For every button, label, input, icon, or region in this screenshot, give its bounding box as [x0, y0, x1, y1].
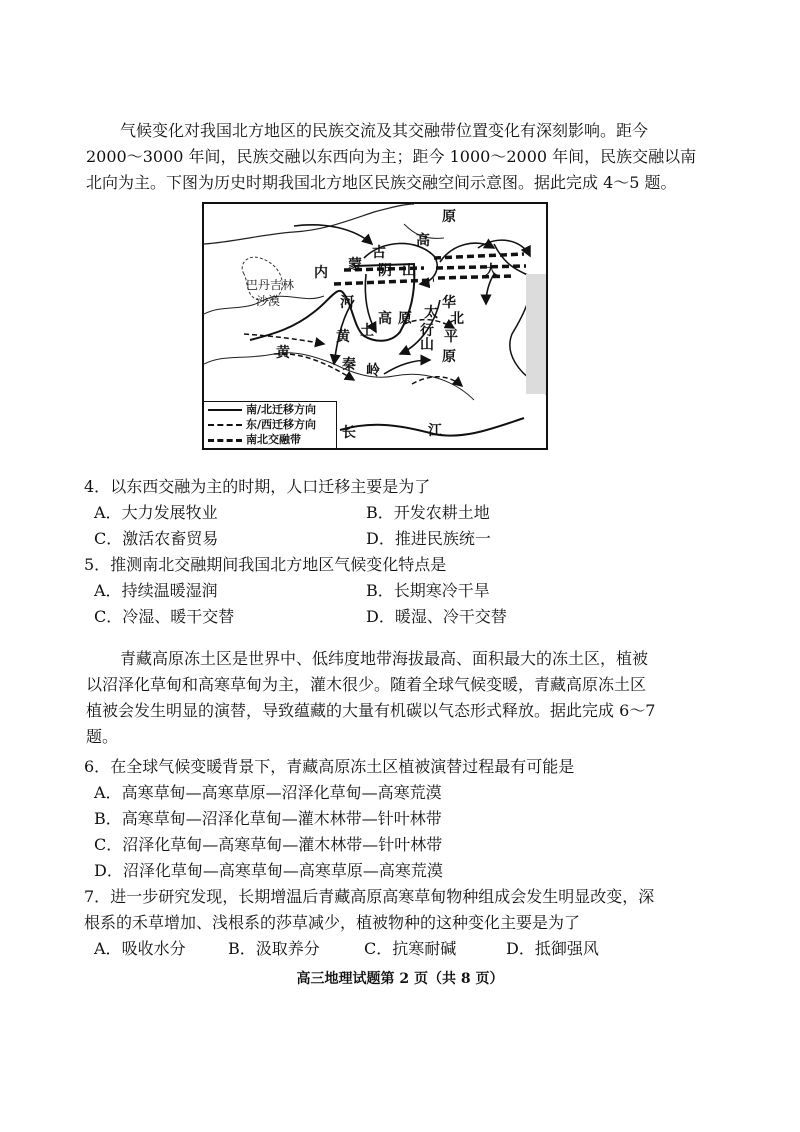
- option-b[interactable]: [366, 502, 490, 524]
- option-a[interactable]: [94, 580, 218, 602]
- map-label: 土: [360, 323, 374, 339]
- map-legend: [204, 401, 337, 448]
- dashed-arrow-swatch: [208, 424, 242, 426]
- integration-belt: [334, 280, 434, 284]
- map-label: 原: [442, 349, 456, 365]
- option-c[interactable]: [364, 938, 456, 960]
- intro-paragraph-1: [86, 118, 702, 196]
- option-text: 抵御强风: [534, 939, 599, 958]
- option-b[interactable]: [94, 808, 442, 830]
- map-label: 山: [420, 337, 434, 353]
- option-text: 汲取养分: [255, 939, 320, 958]
- option-text: 沼泽化草甸—高寒草甸—灌木林带—针叶林带: [122, 835, 443, 854]
- option-text: 长期寒冷干旱: [393, 581, 490, 600]
- map-label: 黄: [336, 329, 350, 345]
- map-label: 沙漠: [256, 294, 281, 308]
- legend-label: 东/西迁移方向: [246, 418, 317, 431]
- map-label: 太: [424, 305, 438, 321]
- option-text: 推进民族统一: [394, 529, 491, 548]
- option-text: 吸收水分: [121, 939, 186, 958]
- option-text: 激活农畜贸易: [122, 529, 219, 548]
- option-text: 沼泽化草甸—高寒草甸—高寒草原—高寒荒漠: [122, 861, 443, 880]
- ns-migration-arrow: [440, 243, 494, 262]
- bold-dash-swatch: [208, 439, 242, 442]
- map-label: 蒙: [348, 257, 362, 273]
- map-label: 高: [378, 311, 392, 327]
- option-a[interactable]: [94, 782, 442, 804]
- question-7: [84, 886, 654, 908]
- option-d[interactable]: [506, 938, 599, 960]
- option-key: A．: [94, 939, 122, 958]
- question-number: 6．: [84, 757, 111, 776]
- intro2-line: 以沼泽化草甸和高寒草甸为主，灌木很少。随着全球气候变暖，青藏高原冻土区: [86, 675, 647, 694]
- question-number: 7．: [84, 887, 111, 906]
- option-key: A．: [94, 503, 122, 522]
- option-key: A．: [94, 783, 122, 802]
- map-label: 原: [398, 311, 412, 327]
- intro1-line: 气候变化对我国北方地区的民族交流及其交融带位置变化有深刻影响。距今: [120, 121, 649, 140]
- question-7-stem-line2: 根系的禾草增加、浅根系的莎草减少，植被物种的这种变化主要是为了: [84, 913, 581, 932]
- option-b[interactable]: [366, 580, 490, 602]
- question-6: [84, 756, 574, 778]
- map-label: 黄: [276, 345, 290, 361]
- option-key: B．: [94, 809, 122, 828]
- question-stem: 进一步研究发现，长期增温后青藏高原高寒草甸物种组成会发生明显改变，深: [110, 887, 655, 906]
- option-key: B．: [366, 503, 394, 522]
- option-text: 大力发展牧业: [121, 503, 218, 522]
- option-key: D．: [94, 861, 123, 880]
- map-label: 山: [402, 263, 416, 279]
- map-label: 古: [372, 245, 386, 261]
- option-d[interactable]: [366, 606, 507, 628]
- map-label: 内: [314, 265, 328, 281]
- option-key: D．: [366, 607, 395, 626]
- intro2-line: 题。: [86, 727, 119, 746]
- map-label: 行: [420, 323, 434, 339]
- option-a[interactable]: [94, 502, 218, 524]
- option-text: 持续温暖湿润: [121, 581, 218, 600]
- map-label: 高: [416, 233, 430, 249]
- option-key: C．: [94, 607, 123, 626]
- map-label: 巴丹吉林: [246, 278, 295, 292]
- map-label: 平: [444, 329, 458, 345]
- map-label: 华: [442, 295, 456, 311]
- legend-label: 南北交融带: [246, 433, 301, 446]
- option-c[interactable]: [94, 834, 442, 856]
- question-stem: 以东西交融为主的时期，人口迁移主要是为了: [110, 477, 431, 496]
- option-c[interactable]: [94, 528, 218, 550]
- integration-belt: [438, 276, 514, 278]
- option-c[interactable]: [94, 606, 234, 628]
- option-key: D．: [506, 939, 535, 958]
- map-label: 大: [484, 263, 498, 279]
- question-number: 4．: [84, 477, 111, 496]
- boundary-line: [204, 353, 334, 364]
- map-label: 阴: [378, 263, 392, 279]
- option-text: 冷湿、暖干交替: [122, 607, 235, 626]
- option-text: 高寒草甸—沼泽化草甸—灌木林带—针叶林带: [121, 809, 442, 828]
- option-a[interactable]: [94, 938, 186, 960]
- question-stem: 在全球气候变暖背景下，青藏高原冻土区植被演替过程最有可能是: [110, 757, 575, 776]
- intro-paragraph-2: [86, 646, 702, 750]
- option-b[interactable]: [228, 938, 320, 960]
- intro2-line: 青藏高原冻土区是世界中、低纬度地带海拔最高、面积最大的冻土区，植被: [120, 649, 649, 668]
- option-d[interactable]: [94, 860, 443, 882]
- integration-belt: [434, 254, 524, 258]
- boundary-line: [204, 204, 414, 244]
- map-label: 岭: [366, 363, 380, 379]
- option-text: 开发农耕土地: [393, 503, 490, 522]
- legend-label: 南/北迁移方向: [246, 403, 317, 416]
- page-footer: 高三地理试题第 2 页（共 8 页）: [296, 971, 504, 987]
- map-label: 原: [442, 209, 456, 225]
- intro2-line: 植被会发生明显的演替，导致蕴藏的大量有机碳以气态形式释放。据此完成 6～7: [86, 701, 656, 720]
- option-text: 暖湿、冷干交替: [394, 607, 507, 626]
- map-label: 长: [342, 425, 356, 441]
- map-label: 江: [428, 423, 442, 439]
- option-key: A．: [94, 581, 122, 600]
- option-key: C．: [94, 529, 123, 548]
- ns-migration-arrow: [294, 225, 372, 244]
- question-number: 5．: [84, 555, 111, 574]
- map-label: 北: [450, 311, 464, 327]
- ethnic-integration-map: [202, 202, 548, 450]
- intro1-line: 2000～3000 年间，民族交融以东西向为主；距今 1000～2000 年间，民族交融以南: [86, 147, 697, 166]
- intro1-line: 北向为主。下图为历史时期我国北方地区民族交融空间示意图。据此完成 4～5 题。: [86, 173, 677, 192]
- option-key: B．: [366, 581, 394, 600]
- option-key: C．: [364, 939, 393, 958]
- option-text: 高寒草甸—高寒草原—沼泽化草甸—高寒荒漠: [121, 783, 442, 802]
- option-key: D．: [366, 529, 395, 548]
- option-key: C．: [94, 835, 123, 854]
- option-key: B．: [228, 939, 256, 958]
- question-stem: 推测南北交融期间我国北方地区气候变化特点是: [110, 555, 447, 574]
- sea-area: [526, 274, 546, 394]
- question-4: [84, 476, 430, 498]
- question-5: [84, 554, 446, 576]
- solid-arrow-swatch: [208, 409, 242, 411]
- option-d[interactable]: [366, 528, 491, 550]
- map-label: 秦: [342, 357, 356, 373]
- map-label: 河: [340, 295, 354, 311]
- ns-migration-arrow: [384, 360, 430, 374]
- option-text: 抗寒耐碱: [392, 939, 457, 958]
